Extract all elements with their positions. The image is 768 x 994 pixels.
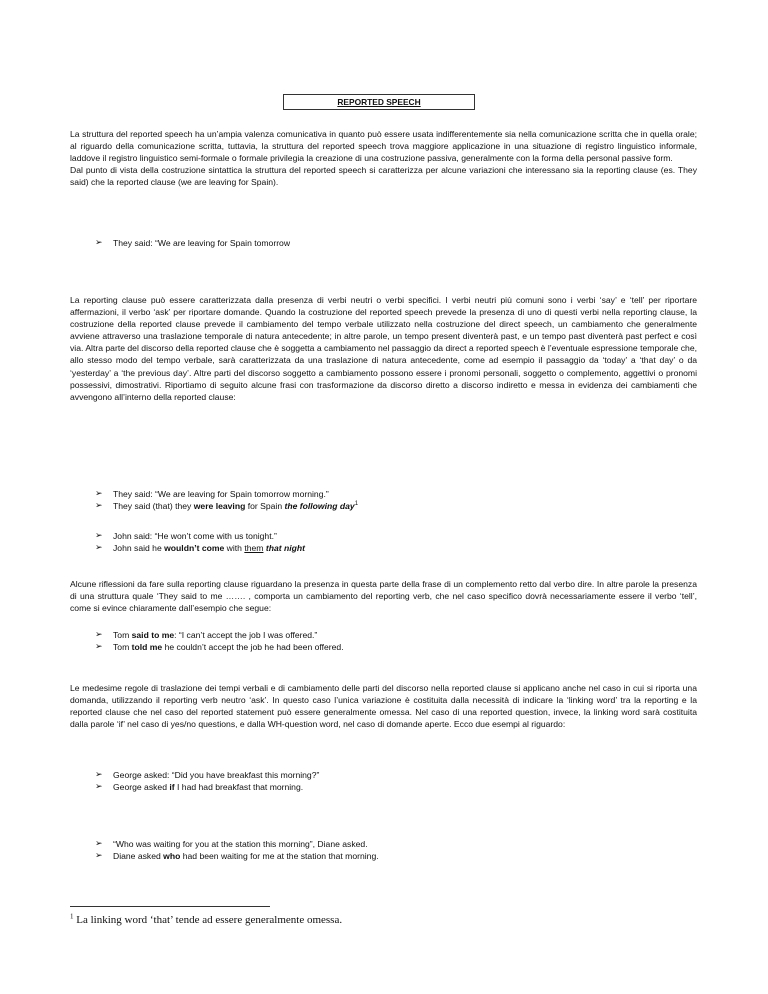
- intro-text-2: Dal punto di vista della costruzione sintattica la struttura del reported speech si caratterizza per alcune variazioni che interessano sia la reporting clause (es. They said) che la reported clause (we are leaving for Spain).: [70, 165, 697, 188]
- example-text: George asked: “Did you have breakfast this morning?”: [113, 770, 320, 780]
- example-list-1: [95, 237, 290, 249]
- example-text: “Who was waiting for you at the station this morning”, Diane asked.: [113, 839, 368, 849]
- example-text: for Spain: [245, 501, 285, 511]
- arrow-bullet-icon: ➢: [95, 531, 103, 541]
- example-item: [95, 838, 379, 850]
- example-item: [95, 500, 358, 512]
- example-text: John said he: [113, 543, 165, 553]
- intro-paragraph: [70, 128, 697, 188]
- arrow-bullet-icon: ➢: [95, 630, 103, 640]
- arrow-bullet-icon: ➢: [95, 839, 103, 849]
- highlight-verb: told me: [131, 642, 163, 652]
- document-title: REPORTED SPEECH: [283, 94, 475, 110]
- example-text: Diane asked: [113, 851, 164, 861]
- highlight-verb: were leaving: [193, 501, 246, 511]
- example-list-2: [95, 488, 358, 512]
- example-item: [95, 488, 358, 500]
- arrow-bullet-icon: ➢: [95, 238, 103, 248]
- highlight-time: that night: [265, 543, 305, 553]
- highlight-linking-word: who: [163, 851, 181, 861]
- example-text: John said: “He won’t come with us tonight.”: [113, 531, 277, 541]
- highlight-pronoun: them: [244, 543, 264, 553]
- example-item: [95, 641, 344, 653]
- arrow-bullet-icon: ➢: [95, 782, 103, 792]
- example-item: [95, 542, 305, 554]
- footnote-ref[interactable]: 1: [354, 501, 359, 508]
- intro-text: La struttura del reported speech ha un’ampia valenza comunicativa in quanto può essere usata indifferentemente sia nella comunicazione scritta che in quella orale; al riguardo della comunicazione scritta, tuttavia, la struttura del reported speech trova maggiore applicazione in una situazione di registro linguistico informale, laddove il registro linguistico semi-formale o formale privilegia la creazione di una costruzione passiva, generalmente con la forma della personal passive form.: [70, 129, 697, 164]
- example-list-3: [95, 530, 305, 554]
- footnote-text: La linking word ‘that’ tende ad essere generalmente omessa.: [73, 914, 343, 926]
- highlight-linking-word: if: [169, 782, 175, 792]
- arrow-bullet-icon: ➢: [95, 851, 103, 861]
- example-text: he couldn’t accept the job he had been offered.: [162, 642, 344, 652]
- arrow-bullet-icon: ➢: [95, 543, 103, 553]
- example-text: They said (that) they: [113, 501, 194, 511]
- highlight-time: the following day: [284, 501, 355, 511]
- example-item: [95, 781, 319, 793]
- complement-paragraph: Alcune riflessioni da fare sulla reporting clause riguardano la presenza in questa parte della frase di un complemento retto dal verbo dire. In altre parole la presenza di una struttura quale ‘They said to me ……. , comporta un cambiamento del reporting verb, che nel caso specifico dovrà necessariamente essere il verbo ‘tell’, come si evince chiaramente dall’esempio che segue:: [70, 579, 697, 614]
- example-item: [95, 850, 379, 862]
- arrow-bullet-icon: ➢: [95, 642, 103, 652]
- reporting-clause-paragraph: La reporting clause può essere caratterizzata dalla presenza di verbi neutri o verbi specifici. I verbi neutri più comuni sono i verbi ‘say’ e ‘tell’ per riportare affermazioni, il verbo ‘ask’ per riportare domande. Quando la costruzione del reported speech prevede la presenza di uno di questi verbi nella reporting clause, la costruzione della reported clause prevede il cambiamento del tempo verbale utilizzato nella costruzione del direct speech, un cambiamento che generalmente avviene attraverso una traslazione temporale di natura antecedente; in altre parole, un tempo present diventerà past, e un tempo past diventerà past perfect e così via. Altra parte del discorso della reported clause che è soggetta a cambiamento nel passaggio da direct a reported speech è l’eventuale espressione temporale che, allo stesso modo del tempo verbale, sarà caratterizzata da una traslazione di natura antecedente, come ad esempio il passaggio da ‘today’ a ‘that day’ o da ‘yesterday’ a ‘the previous day’. Altre parti del discorso soggetto a cambiamento possono essere i pronomi personali, soggetto o complemento, aggettivi o pronomi possessivi, dimostrativi. Riportiamo di seguito alcune frasi con trasformazione da discorso diretto a discorso indiretto e messa in evidenza dei cambiamenti che avvengono all’interno della reported clause:: [70, 295, 697, 402]
- example-list-6: [95, 838, 379, 862]
- example-text: with: [224, 543, 245, 553]
- example-item: [95, 237, 290, 249]
- example-text: I had had breakfast that morning.: [174, 782, 304, 792]
- example-text: Tom: [113, 630, 132, 640]
- example-item: [95, 530, 305, 542]
- arrow-bullet-icon: ➢: [95, 501, 103, 511]
- footnote: [70, 913, 342, 927]
- arrow-bullet-icon: ➢: [95, 770, 103, 780]
- example-item: [95, 629, 344, 641]
- reported-question-paragraph: Le medesime regole di traslazione dei tempi verbali e di cambiamento delle parti del discorso nella reported clause si applicano anche nel caso in cui si riporta una domanda, utilizzando il reporting verb neutro ‘ask’. In questo caso l’unica variazione è costituita dalla necessità di indicare la ‘linking word’ tra la reporting e la reported clause che nel caso del reported statement può essere generalmente omessa. Nel caso di una reported question, invece, la linking word sarà costituita dalla parole ‘if’ nel caso di yes/no questions, e dalla WH-question word, nel caso di domande aperte. Ecco due esempi al riguardo:: [70, 683, 697, 730]
- example-text: had been waiting for me at the station that morning.: [180, 851, 379, 861]
- example-text: Tom: [113, 642, 132, 652]
- example-text: They said: “We are leaving for Spain tomorrow morning.”: [113, 489, 329, 499]
- example-list-5: [95, 769, 319, 793]
- example-text: They said: “We are leaving for Spain tomorrow: [113, 238, 291, 248]
- footnote-number: 1: [70, 912, 74, 921]
- highlight-verb: said to me: [131, 630, 175, 640]
- example-text: George asked: [113, 782, 170, 792]
- arrow-bullet-icon: ➢: [95, 489, 103, 499]
- example-text: : “I can’t accept the job I was offered.”: [174, 630, 318, 640]
- example-list-4: [95, 629, 344, 653]
- footnote-divider: [70, 906, 270, 907]
- example-item: [95, 769, 319, 781]
- highlight-verb: wouldn’t come: [164, 543, 225, 553]
